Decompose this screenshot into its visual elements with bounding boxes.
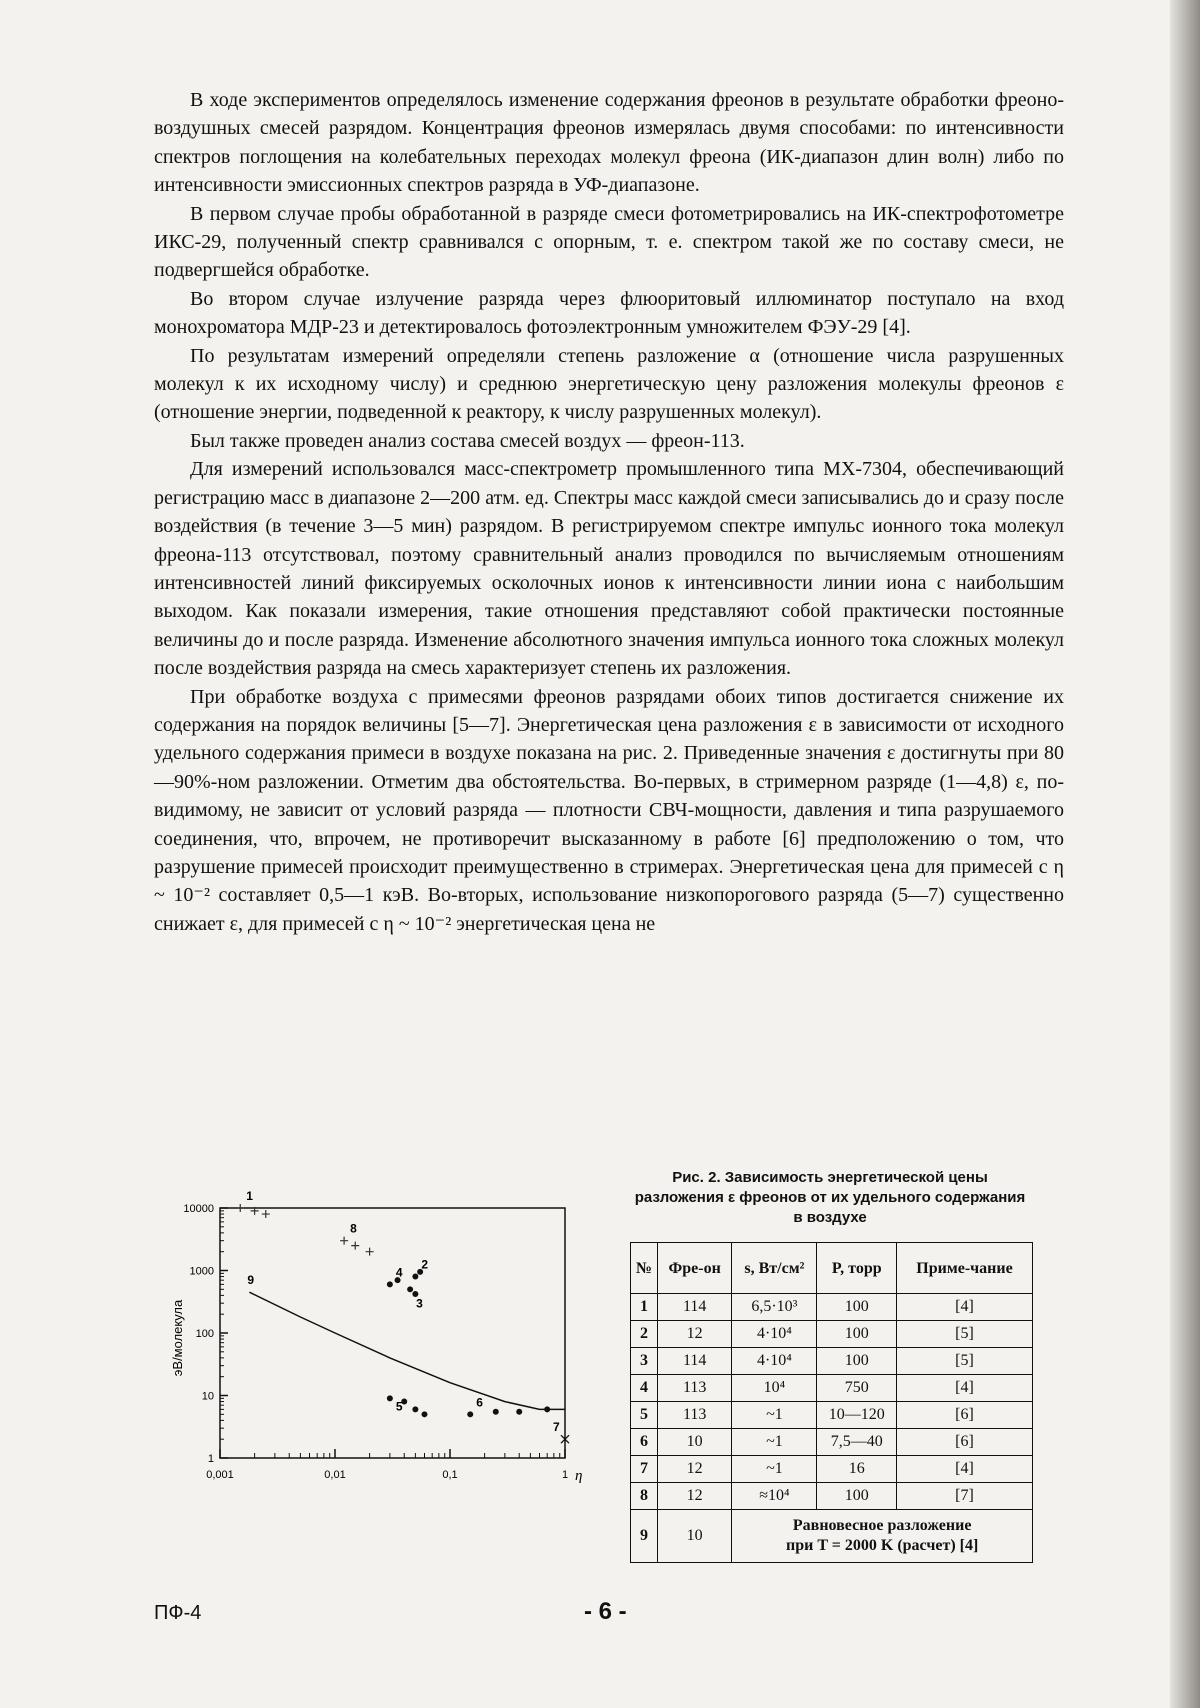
- cell-note: [5]: [897, 1321, 1033, 1348]
- table-row-equilibrium: [631, 1510, 1033, 1563]
- paragraph-7: При обработке воздуха с примесями фреонов разрядами обоих типов достигается снижение их содержания на порядок величины [5—7]. Энергетическая цена разложения ε в зависимости от исходного удельного содержания примеси в воздухе показана на рис. 2. Приведенные значения ε достигнуты при 80—90%-ном разложении. Отметим два обстоятельства. Во-первых, в стримерном разряде (1—4,8) ε, по-видимому, не зависит от условий разряда — плотности СВЧ-мощности, давления и типа разрушаемого соединения, что, впрочем, не противоречит высказанному в работе [6] предположению о том, что разрушение примесей происходит преимущественно в стримерах. Энергетическая цена для примесей с η ~ 10⁻² составляет 0,5—1 кэВ. Во-вторых, использование низкопорогового разряда (5—7) существенно снижает ε, для примесей с η ~ 10⁻² энергетическая цена не: [154, 685, 1064, 935]
- table-row: [631, 1321, 1033, 1348]
- energy-cost-chart: [160, 1189, 590, 1518]
- x-axis-label: η: [575, 1468, 583, 1484]
- series-1-point: [236, 1204, 244, 1212]
- series-label-4: 4: [395, 1265, 403, 1280]
- cell-note: [5]: [897, 1348, 1033, 1375]
- cell-freon: 113: [658, 1375, 732, 1402]
- series-8-point: [366, 1248, 374, 1256]
- plot-frame: [220, 1208, 565, 1458]
- table-row: [631, 1294, 1033, 1321]
- y-tick-label: 1000: [189, 1265, 214, 1278]
- series-3-point: [407, 1286, 413, 1292]
- header-pressure: P, торр: [817, 1243, 897, 1294]
- cell-pressure: 750: [817, 1375, 897, 1402]
- cell-pressure: 100: [817, 1294, 897, 1321]
- header-freon: Фре-он: [658, 1243, 732, 1294]
- paragraph-2: В первом случае пробы обработанной в разряде смеси фотометрировались на ИК-спектрофотометре ИКС-29, полученный спектр сравнивался с опорным, т. е. спектром такой же по составу смеси, не подвергшейся обработке.: [154, 202, 1064, 282]
- cell-power: ~1: [732, 1402, 817, 1429]
- cell-num: 4: [631, 1375, 658, 1402]
- page-number: - 6 -: [584, 1598, 627, 1625]
- cell-freon: 12: [658, 1456, 732, 1483]
- y-tick-label: 1: [207, 1453, 214, 1465]
- cell-num: 3: [631, 1348, 658, 1375]
- cell-freon: 114: [658, 1294, 732, 1321]
- series-6-point: [544, 1406, 550, 1412]
- cell-num: 1: [631, 1294, 658, 1321]
- body-text: [154, 86, 1064, 938]
- series-1-point: [262, 1210, 270, 1218]
- curve-label-9: 9: [247, 1273, 255, 1288]
- cell-note: [6]: [897, 1402, 1033, 1429]
- table-row: [631, 1375, 1033, 1402]
- series-label-3: 3: [416, 1296, 423, 1311]
- series-label-7: 7: [553, 1420, 560, 1435]
- paragraph-4: По результатам измерений определяли степень разложение α (отношение числа разрушенных молекул к их исходному числу) и среднюю энергетическую цену разложения молекулы фреонов ε (отношение энергии, подведенной к реактору, к числу разрушенных молекул).: [154, 344, 1064, 424]
- cell-num: 2: [631, 1321, 658, 1348]
- cell-num: 5: [631, 1402, 658, 1429]
- y-axis-ticks: [183, 1203, 228, 1465]
- cell-pressure: 7,5—40: [817, 1429, 897, 1456]
- y-axis-label: эВ/молекула: [170, 1299, 185, 1377]
- cell-num: 9: [631, 1510, 658, 1563]
- header-note: Приме-чание: [897, 1243, 1033, 1294]
- paragraph-6: Для измерений использовался масс-спектрометр промышленного типа МХ-7304, обеспечивающий регистрацию масс в диапазоне 2—200 атм. ед. Спектры масс каждой смеси записывались до и сразу после воздействия (в течение 3—5 мин) разрядом. В регистрируемом спектре импульс ионного тока молекул фреона-113 отсутствовал, поэтому сравнительный анализ проводился по вычисляемым отношениям интенсивностей линий фиксируемых осколочных ионов к интенсивности линии иона с наибольшим выходом. Как показали измерения, такие отношения представляют собой практически постоянные величины до и после разряда. Изменение абсолютного значения импульса ионного тока сложных молекул после воздействия разряда на смесь характеризует степень их разложения.: [154, 458, 1064, 680]
- series-5-point: [387, 1395, 393, 1401]
- paragraph-1: В ходе экспериментов определялось изменение содержания фреонов в результате обработки фреоно-воздушных смесей разрядом. Концентрация фреонов измерялась двумя способами: по интенсивности спектров поглощения на колебательных переходах молекул фреона (ИК-диапазон длин волн) либо по интенсивности эмиссионных спектров разряда в УФ-диапазоне.: [154, 89, 1064, 197]
- cell-freon: 114: [658, 1348, 732, 1375]
- x-tick-label: 1: [561, 1469, 569, 1481]
- cell-pressure: 100: [817, 1483, 897, 1510]
- series-6-point: [493, 1409, 499, 1415]
- cell-note: [6]: [897, 1429, 1033, 1456]
- cell-num: 8: [631, 1483, 658, 1510]
- curve-9-line: [249, 1292, 565, 1409]
- table-header-row: [631, 1243, 1033, 1294]
- cell-note: [4]: [897, 1294, 1033, 1321]
- cell-freon: 12: [658, 1321, 732, 1348]
- series-label-1: 1: [246, 1189, 253, 1203]
- page-edge-shadow: [1170, 0, 1200, 1708]
- cell-freon: 113: [658, 1402, 732, 1429]
- y-tick-label: 100: [195, 1328, 214, 1340]
- cell-power: 4·10⁴: [732, 1348, 817, 1375]
- table-row: [631, 1483, 1033, 1510]
- series-8-point: [340, 1237, 348, 1245]
- equilibrium-note-line1: Равновесное разложение: [792, 1517, 972, 1534]
- freon-table: [630, 1242, 1033, 1563]
- series-5-point: [412, 1406, 418, 1412]
- cell-pressure: 16: [817, 1456, 897, 1483]
- cell-note: [7]: [897, 1483, 1033, 1510]
- cell-power: ≈10⁴: [732, 1483, 817, 1510]
- x-tick-label: 0,001: [206, 1469, 234, 1481]
- x-axis-ticks: [206, 1449, 568, 1481]
- table-row: [631, 1429, 1033, 1456]
- series-label-2: 2: [421, 1257, 429, 1272]
- paragraph-3: Во втором случае излучение разряда через флюоритовый иллюминатор поступало на вход монохроматора МДР-23 и детектировалось фотоэлектронным умножителем ФЭУ-29 [4].: [154, 287, 1064, 339]
- series-6-point: [516, 1409, 522, 1415]
- y-tick-label: 10: [201, 1390, 214, 1403]
- footer-code: ПФ-4: [154, 1602, 202, 1624]
- cell-power: ~1: [732, 1429, 817, 1456]
- table-row: [631, 1402, 1033, 1429]
- cell-equilibrium-note: [732, 1510, 1033, 1563]
- equilibrium-note-line2: при T = 2000 K (расчет) [4]: [786, 1537, 979, 1554]
- y-tick-label: 10000: [183, 1203, 214, 1215]
- paragraph-5: Был также проведен анализ состава смесей воздух — фреон-113.: [190, 429, 745, 452]
- table-row: [631, 1456, 1033, 1483]
- cell-pressure: 100: [817, 1321, 897, 1348]
- cell-pressure: 100: [817, 1348, 897, 1375]
- table-row: [631, 1348, 1033, 1375]
- cell-power: ~1: [732, 1456, 817, 1483]
- series-2-point: [412, 1274, 418, 1280]
- series-label-6: 6: [476, 1395, 483, 1410]
- cell-power: 4·10⁴: [732, 1321, 817, 1348]
- header-power: s, Вт/см²: [732, 1243, 817, 1294]
- header-num: №: [631, 1243, 658, 1294]
- cell-power: 10⁴: [732, 1375, 817, 1402]
- cell-note: [4]: [897, 1456, 1033, 1483]
- series-label-5: 5: [395, 1399, 403, 1414]
- cell-freon: 10: [658, 1429, 732, 1456]
- cell-freon: 12: [658, 1483, 732, 1510]
- cell-freon: 10: [658, 1510, 732, 1563]
- cell-num: 7: [631, 1456, 658, 1483]
- x-tick-label: 0,1: [442, 1469, 458, 1481]
- series-6-point: [467, 1411, 473, 1417]
- series-label-8: 8: [350, 1221, 357, 1236]
- series-5-point: [421, 1411, 427, 1417]
- cell-power: 6,5·10³: [732, 1294, 817, 1321]
- cell-pressure: 10—120: [817, 1402, 897, 1429]
- x-tick-label: 0,01: [324, 1469, 346, 1481]
- cell-note: [4]: [897, 1375, 1033, 1402]
- figure-caption: Рис. 2. Зависимость энергетической цены разложения ε фреонов от их удельного содержания в воздухе: [634, 1169, 1026, 1226]
- series-8-point: [351, 1242, 359, 1250]
- cell-num: 6: [631, 1429, 658, 1456]
- series-4-point: [387, 1281, 393, 1287]
